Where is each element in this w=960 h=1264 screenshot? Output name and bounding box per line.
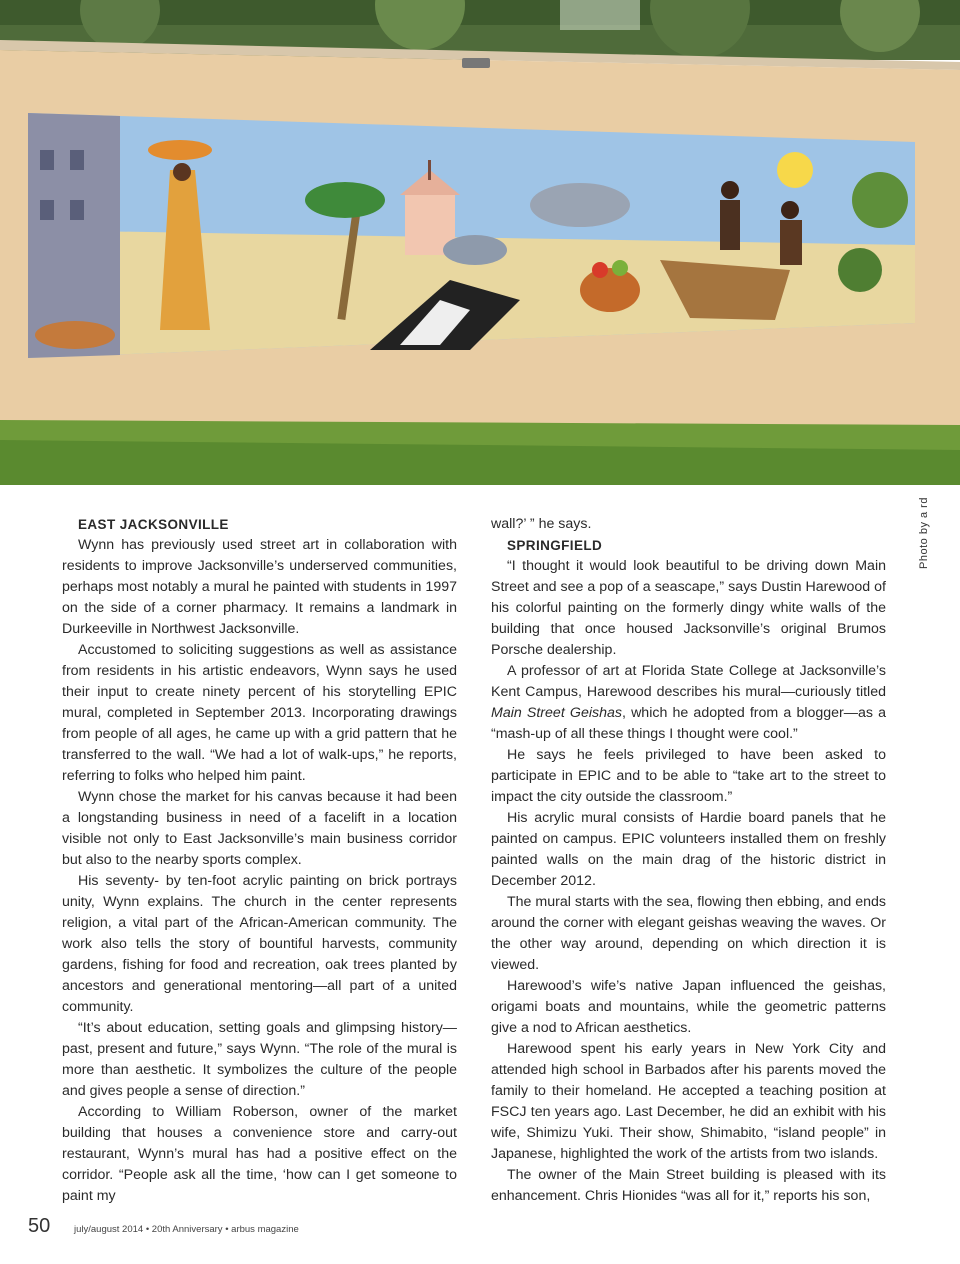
mural-photo (0, 0, 960, 485)
paragraph: The owner of the Main Street building is pleased with its enhancement. Chris Hionides “was all for it,” reports his son, (491, 1167, 886, 1204)
paragraph: His seventy- by ten-foot acrylic painting on brick portrays unity, Wynn explains. The church in the center represents religion, a vital part of the African-American community. The work also tells the story of bountiful harvests, community gardens, fishing for food and recreation, oak trees planted by ancestors and generational mentoring—all part of a united community. (62, 873, 457, 1015)
paragraph: “It’s about education, setting goals and glimpsing history—past, present and future,” says Wynn. “The role of the mural is more than aesthetic. It symbolizes the culture of the people and gives people a sense of direction.” (62, 1020, 457, 1099)
section-heading-east-jacksonville: EAST JACKSONVILLE (78, 517, 229, 532)
section-heading-springfield: SPRINGFIELD (507, 538, 603, 553)
paragraph: Harewood spent his early years in New York City and attended high school in Barbados after his parents moved the family to their homeland. He accepted a teaching position at FSCJ ten years ago. Last December, he did an exhibit with his wife, Shimizu Yuki. Their show, Shimabito, “island people” in Japanese, highlighted the work of the artists from two islands. (491, 1041, 886, 1162)
paragraph: “I thought it would look beautiful to be driving down Main Street and see a pop of a seascape,” says Dustin Harewood of his colorful painting on the formerly dingy white walls of the building that once housed Jacksonville’s original Brumos Porsche dealership. (491, 558, 886, 658)
page-number: 50 (28, 1215, 51, 1237)
paragraph: Wynn has previously used street art in collaboration with residents to improve Jacksonville’s underserved communities, perhaps most notably a mural he painted with students in 1997 on the side of a corner pharmacy. It remains a landmark in Durkeeville in Northwest Jacksonville. (62, 537, 457, 637)
paragraph: Harewood’s wife’s native Japan influenced the geishas, origami boats and mountains, while the geometric patterns give a nod to African aesthetics. (491, 978, 886, 1036)
photo-credit: Photo by a rd (918, 497, 930, 569)
paragraph: Wynn chose the market for his canvas because it had been a longstanding business in need of a facelift in a location visible not only to East Jacksonville’s main business corridor but also to the nearby sports complex. (62, 789, 457, 868)
paragraph: His acrylic mural consists of Hardie board panels that he painted on campus. EPIC volunteers installed them on freshly painted walls on the main drag of the historic district in December 2012. (491, 810, 886, 889)
paragraph: According to William Roberson, owner of the market building that houses a convenience store and carry-out restaurant, Wynn’s mural has had a positive effect on the corridor. “People ask all the time, ‘how can I get someone to paint my (62, 1104, 457, 1204)
left-column (62, 514, 457, 1207)
paragraph: A professor of art at Florida State College at Jacksonville’s Kent Campus, Harewood describes his mural—curiously titled Main Street Geishas, which he adopted from a blogger—as a “mash-up of all these things I thought were cool.” (491, 663, 886, 742)
right-column (491, 514, 886, 1207)
paragraph: Accustomed to soliciting suggestions as well as assistance from residents in his artistic endeavors, Wynn says he used their input to create ninety percent of his storytelling EPIC mural, completed in September 2013. Incorporating drawings from people of all ages, he came up with a grid pattern that he transferred to the wall. “We had a lot of walk-ups,” he reports, referring to folks who helped him paint. (62, 642, 457, 784)
paragraph-continuation: wall?’ ” he says. (491, 516, 592, 532)
mural-title: Main Street Geishas (491, 705, 622, 721)
issue-footer: july/august 2014 • 20th Anniversary • arbus magazine (74, 1224, 299, 1235)
paragraph: The mural starts with the sea, flowing then ebbing, and ends around the corner with elegant geishas weaving the waves. Or the other way around, depending on which direction it is viewed. (491, 894, 886, 973)
paragraph: He says he feels privileged to have been asked to participate in EPIC and to be able to “take art to the street to impact the city outside the classroom.” (491, 747, 886, 805)
